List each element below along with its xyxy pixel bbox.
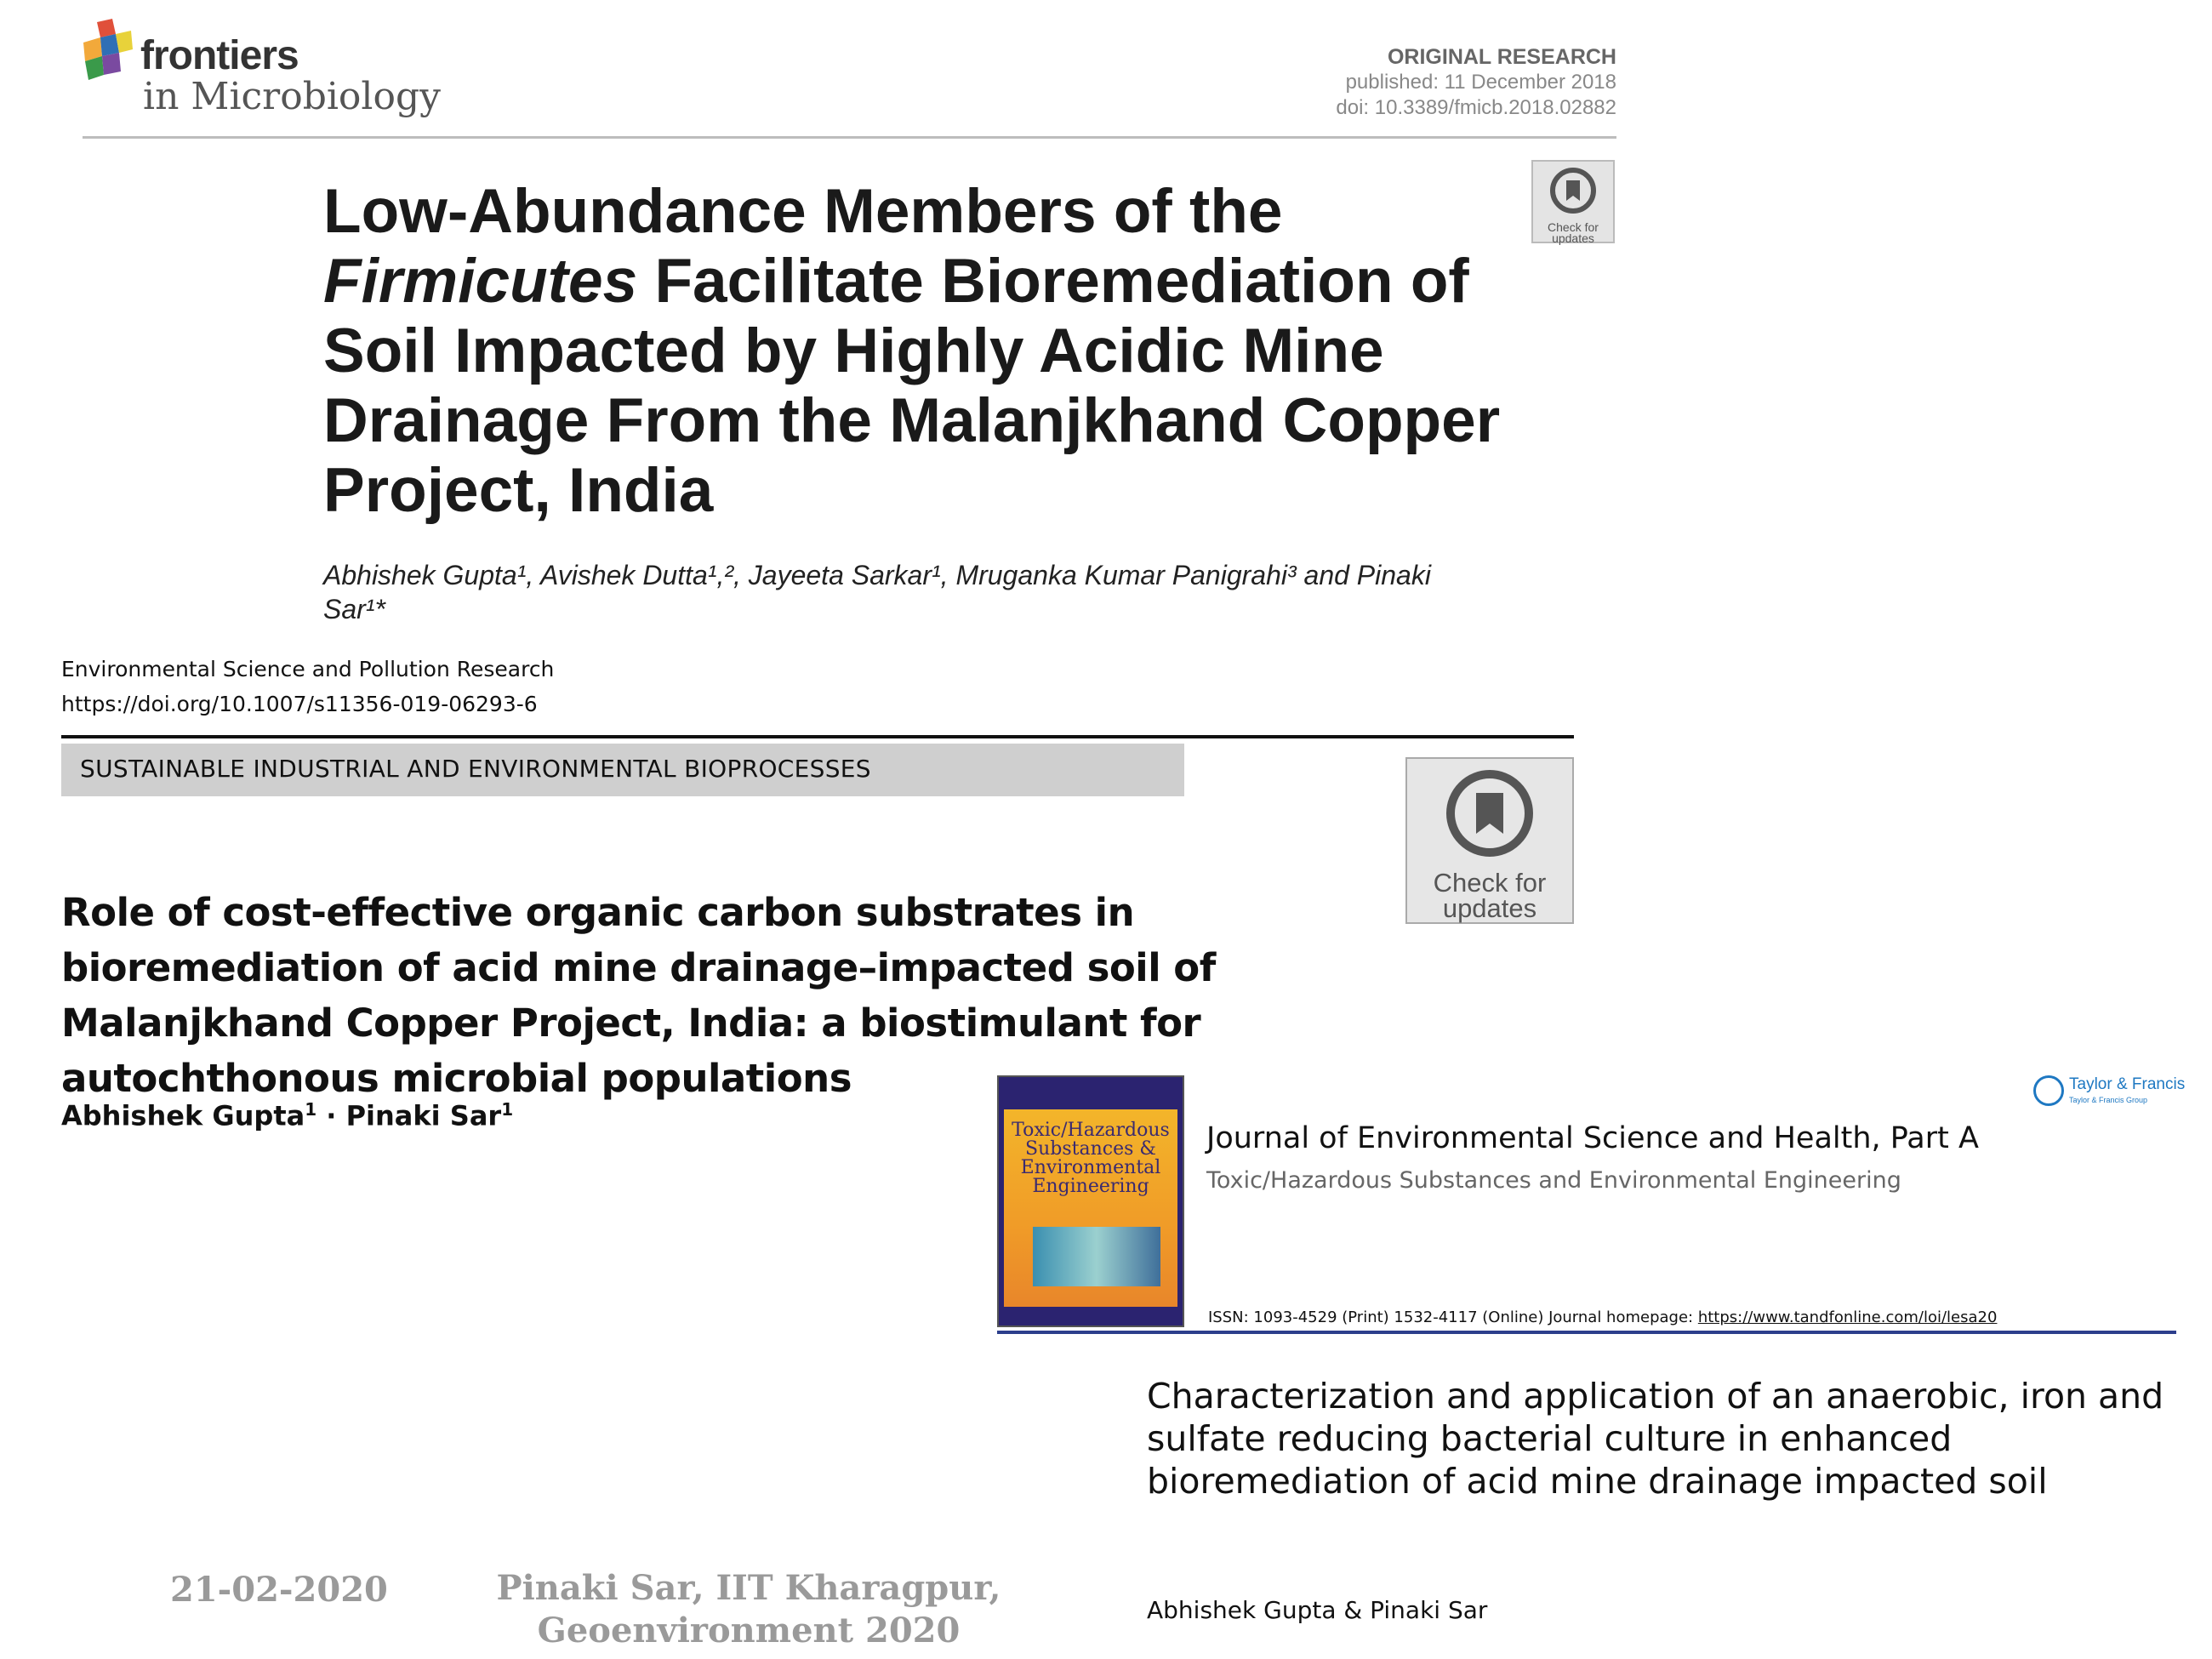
journal-cover-image <box>997 1075 1184 1327</box>
espr-journal-name: Environmental Science and Pollution Research <box>61 657 555 681</box>
frontiers-journal-name: in Microbiology <box>143 75 442 118</box>
espr-article-title: Role of cost-effective organic carbon substrates in bioremediation of acid mine drainage–impacted soil of Malanjkhand Copper Project, India: a biostimulant for autochthonous microbial populations <box>61 890 1216 1101</box>
tf-authors: Abhishek Gupta & Pinaki Sar <box>1147 1596 1488 1624</box>
bookmark-icon <box>1442 766 1537 861</box>
tf-divider <box>997 1331 2176 1334</box>
espr-journal-block <box>61 652 554 721</box>
journal-homepage-link[interactable]: https://www.tandfonline.com/loi/lesa20 <box>1697 1308 1998 1326</box>
frontiers-article-title <box>323 177 1514 526</box>
publisher-logo-icon <box>2033 1075 2064 1106</box>
tf-article-title: Characterization and application of an anaerobic, iron and sulfate reducing bacterial culture in enhanced bioremediation of acid mine drainage impacted soil <box>1147 1376 2164 1502</box>
check-for-updates-label: Check for updates <box>1548 220 1599 245</box>
frontiers-brand: frontiers <box>140 33 299 78</box>
bookmark-icon <box>1549 167 1597 214</box>
check-for-updates-badge[interactable] <box>1531 160 1615 243</box>
frontiers-logo-icon <box>82 19 143 85</box>
title-rest: Facilitate Bioremediation of Soil Impacted by Highly Acidic Mine Drainage From the Malanjkhand Copper Project, India <box>323 247 1501 525</box>
title-line1: Low-Abundance Members of the <box>323 177 1283 246</box>
slide-date: 21-02-2020 <box>170 1570 388 1610</box>
frontiers-article-meta <box>1336 44 1616 121</box>
check-for-updates-label: Check for updates <box>1433 868 1547 923</box>
espr-section-banner <box>61 744 1184 796</box>
published-date: published: 11 December 2018 <box>1345 71 1616 94</box>
tf-issn-line: ISSN: 1093-4529 (Print) 1532-4117 (Online) Journal homepage: https://www.tandfonline.com/loi/lesa20 <box>1208 1308 1998 1326</box>
header-divider <box>83 136 1616 139</box>
taylor-francis-logo: Taylor & Francis Taylor & Francis Group <box>2033 1074 2203 1113</box>
tf-journal-name: Journal of Environmental Science and Health, Part A <box>1206 1121 1979 1155</box>
title-italic-taxon: Firmicutes <box>323 247 638 316</box>
article-type: ORIGINAL RESEARCH <box>1387 45 1616 69</box>
espr-doi-link[interactable]: https://doi.org/10.1007/s11356-019-06293-6 <box>61 692 538 716</box>
article-doi: doi: 10.3389/fmicb.2018.02882 <box>1336 96 1616 119</box>
espr-section-label: SUSTAINABLE INDUSTRIAL AND ENVIRONMENTAL BIOPROCESSES <box>80 755 871 783</box>
tf-journal-subtitle: Toxic/Hazardous Substances and Environmental Engineering <box>1206 1167 1901 1194</box>
espr-authors: Abhishek Gupta$^1$ · Pinaki Sar$^1$ <box>61 1099 514 1132</box>
espr-divider <box>61 735 1574 738</box>
cover-title: Toxic/Hazardous Substances & Environmental Engineering <box>1012 1120 1170 1197</box>
slide-credit: Pinaki Sar, IIT Kharagpur, Geoenvironment 2020 <box>496 1568 1001 1650</box>
frontiers-authors: Abhishek Gupta¹, Avishek Dutta¹,², Jayeeta Sarkar¹, Mruganka Kumar Panigrahi³ and Pinaki Sar¹* <box>323 560 1431 624</box>
check-for-updates-badge-large[interactable] <box>1405 757 1574 924</box>
